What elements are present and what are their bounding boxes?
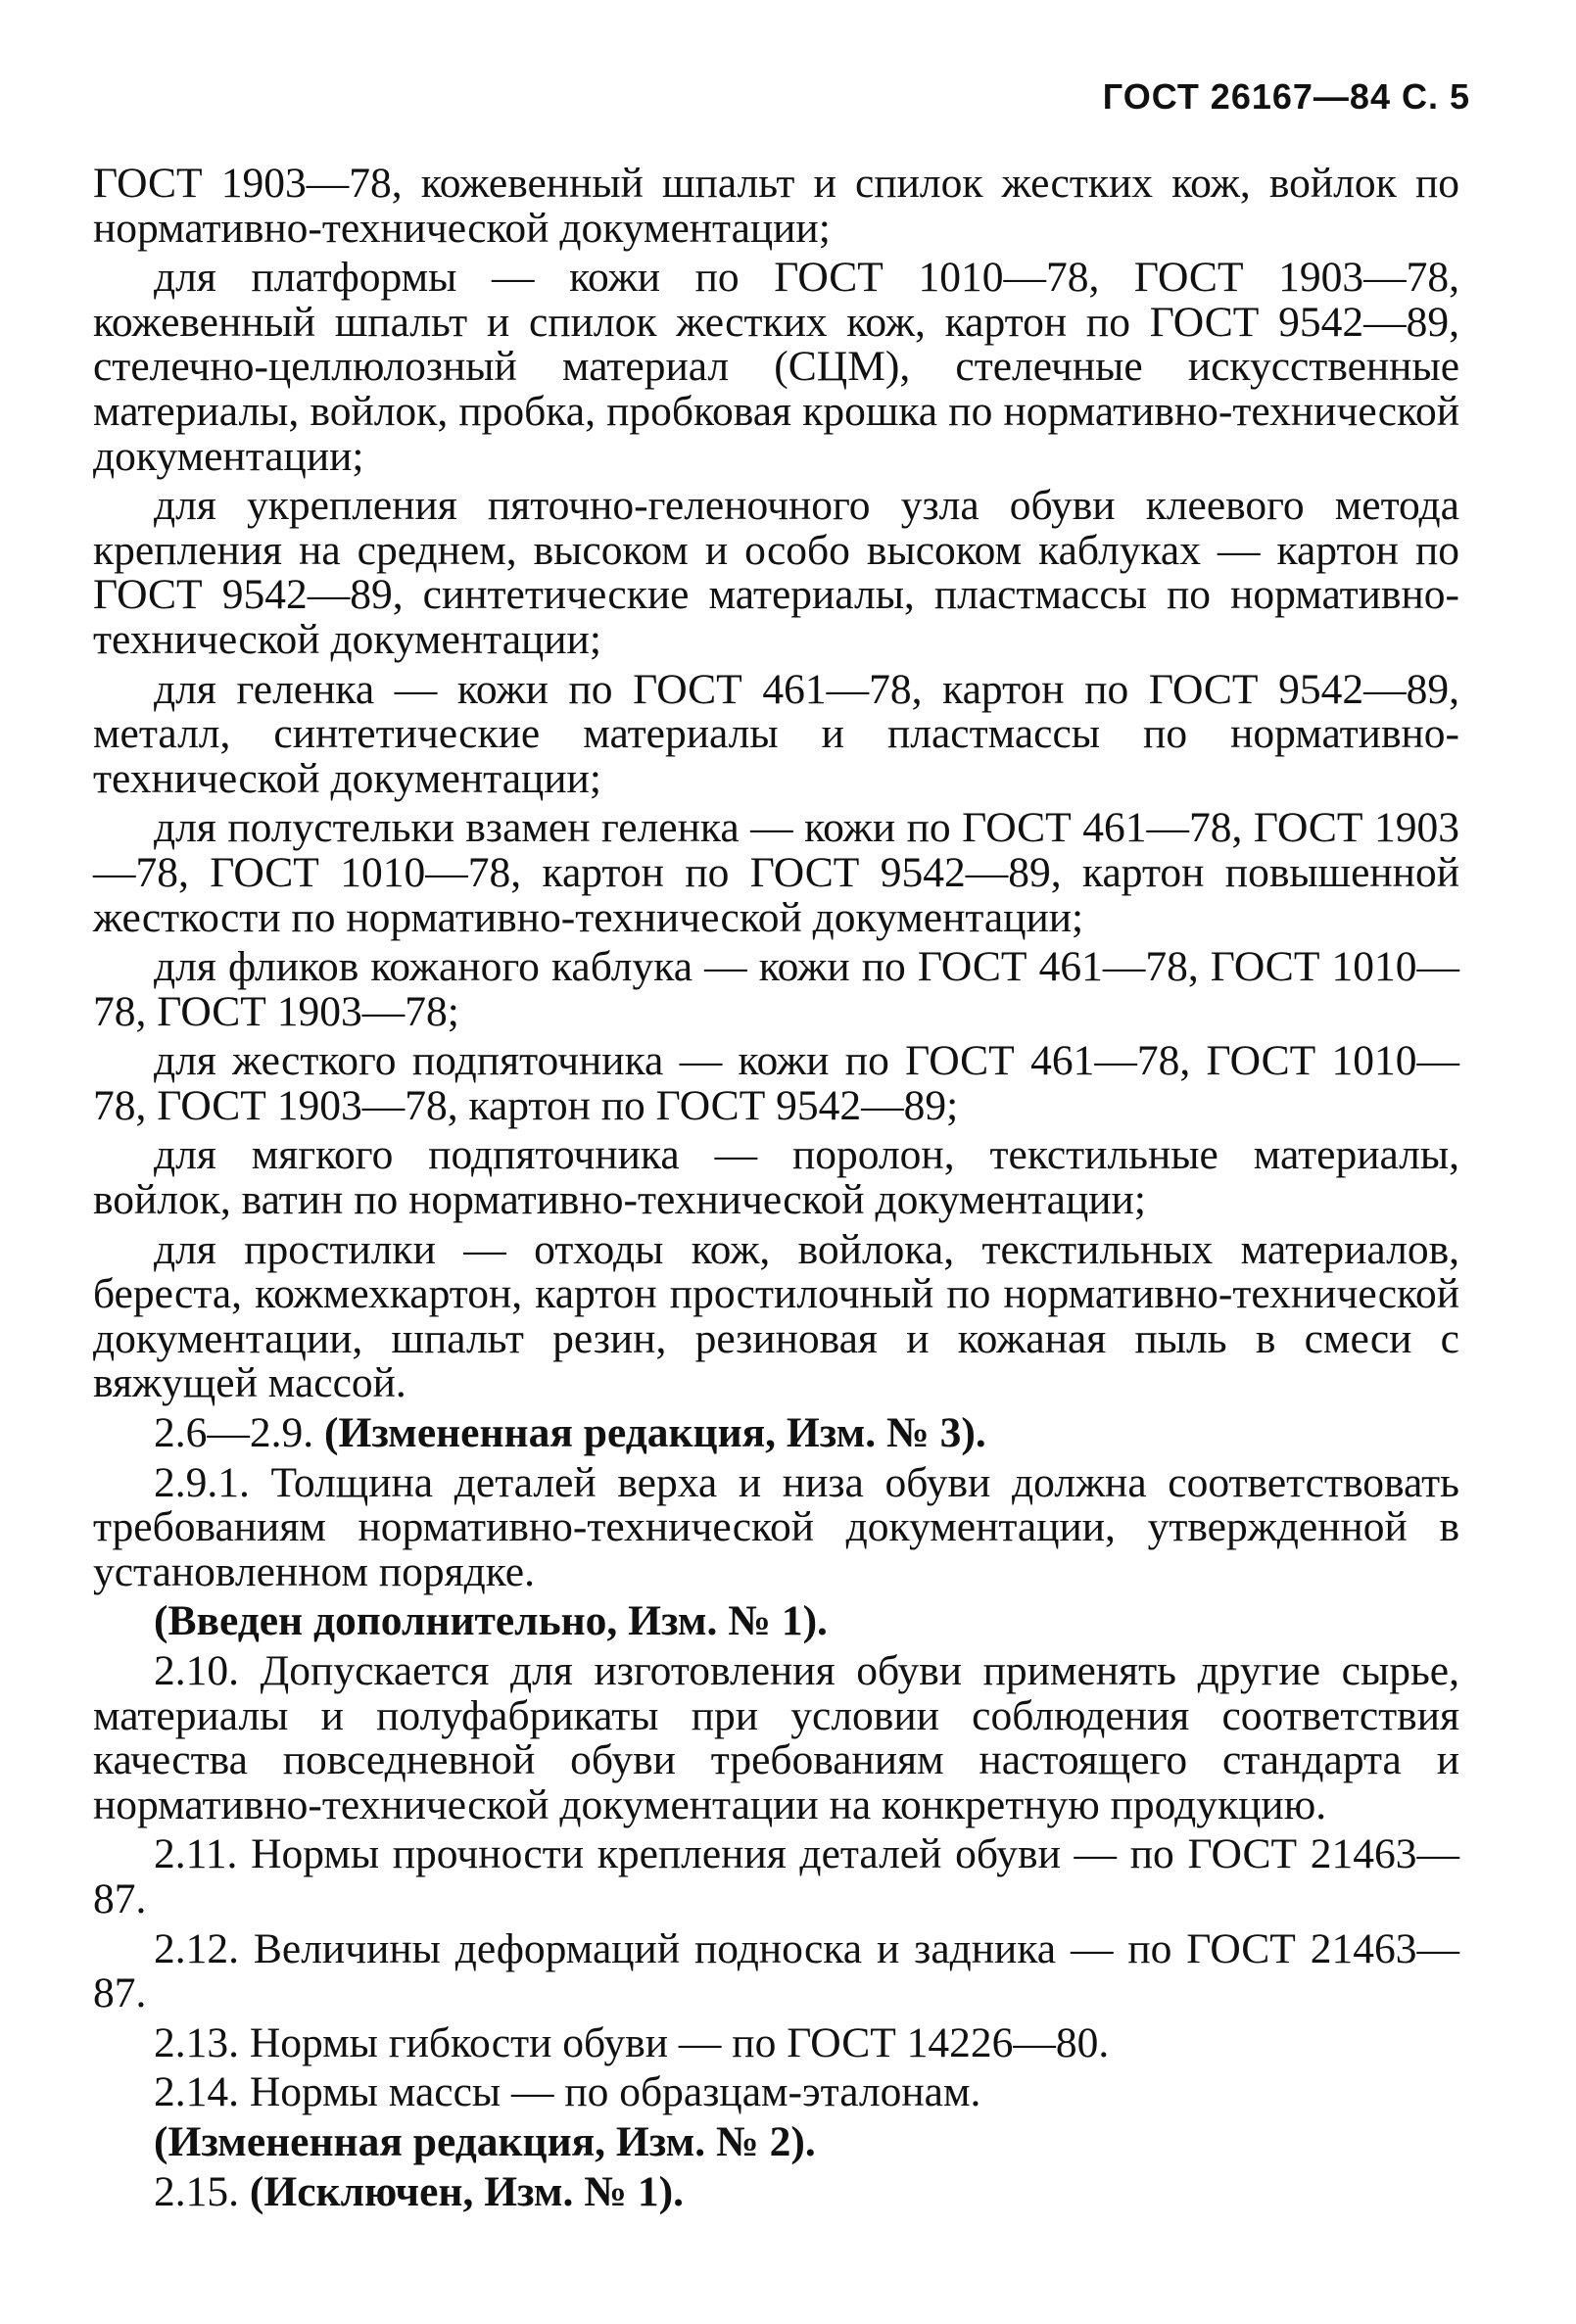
paragraph-platform: для платформы — кожи по ГОСТ 1010—78, ГОСТ 1903—78, кожевенный шпальт и спилок жестких кож, картон по ГОСТ 9542—89, стелечно-целлюлозный материал (СЦМ), стелечные искусственные материалы, войлок, пробка, пробковая крошка по нормативно-технической документации; — [93, 254, 1459, 480]
clause-number: 2.15. — [154, 2167, 250, 2215]
amendment-note: (Измененная редакция, Изм. № 3). — [324, 1409, 986, 1457]
paragraph-2-11: 2.11. Нормы прочности крепления деталей обуви — по ГОСТ 21463—87. — [93, 1830, 1459, 1922]
paragraph-shank: для геленка — кожи по ГОСТ 461—78, картон по ГОСТ 9542—89, металл, синтетические материалы и пластмассы по нормативно-технической документации; — [93, 665, 1459, 802]
paragraph-heel-reinforcement: для укрепления пяточно-геленочного узла обуви клеевого метода крепления на среднем, высоком и особо высоком каблуках — картон по ГОСТ 9542—89, синтетические материалы, пластмассы по нормативно-технической документации; — [93, 482, 1459, 663]
clause-number: 2.6—2.9. — [154, 1409, 324, 1457]
paragraph-rigid-counter: для жесткого подпяточника — кожи по ГОСТ 461—78, ГОСТ 1010—78, ГОСТ 1903—78, картон по ГОСТ 9542—89; — [93, 1037, 1459, 1129]
paragraph-2-6-2-9 — [93, 1411, 1459, 1456]
paragraph-heel-lifts: для фликов кожаного каблука — кожи по ГОСТ 461—78, ГОСТ 1010—78, ГОСТ 1903—78; — [93, 943, 1459, 1035]
paragraph-gost-1903: ГОСТ 1903—78, кожевенный шпальт и спилок жестких кож, войлок по нормативно-технической документации; — [93, 160, 1459, 252]
paragraph-2-13: 2.13. Нормы гибкости обуви — по ГОСТ 14226—80. — [154, 2018, 1110, 2066]
paragraph-2-9-1: 2.9.1. Толщина деталей верха и низа обуви должна соответствовать требованиям нормативно-технической документации, утвержденной в установленном порядке. — [93, 1458, 1459, 1595]
paragraph-2-10: 2.10. Допускается для изготовления обуви применять другие сырье, материалы и полуфабрикаты при условии соблюдения соответствия качества повседневной обуви требованиям настоящего стандарта и нормативно-технической документации на конкретную продукцию. — [93, 1647, 1459, 1828]
paragraph-soft-counter: для мягкого подпяточника — поролон, текстильные материалы, войлок, ватин по нормативно-технической документации; — [93, 1131, 1459, 1224]
paragraph-2-15 — [93, 2167, 1459, 2215]
paragraph-2-14: 2.14. Нормы массы — по образцам-эталонам. — [154, 2068, 981, 2116]
amendment-note-introduced: (Введен дополнительно, Изм. № 1). — [154, 1597, 828, 1645]
paragraph-filler: для простилки — отходы кож, войлока, текстильных материалов, береста, кожмехкартон, картон простилочный по нормативно-технической документации, шпальт резин, резиновая и кожаная пыль в смеси с вяжущей массой. — [93, 1225, 1459, 1407]
paragraph-half-insole: для полустельки взамен геленка — кожи по ГОСТ 461—78, ГОСТ 1903—78, ГОСТ 1010—78, картон по ГОСТ 9542—89, картон повышенной жесткости по нормативно-технической документации; — [93, 804, 1459, 941]
amendment-note-changed: (Измененная редакция, Изм. № 2). — [154, 2117, 816, 2165]
amendment-note: (Исключен, Изм. № 1). — [249, 2167, 684, 2215]
running-header: ГОСТ 26167—84 С. 5 — [1102, 76, 1470, 117]
document-body — [93, 162, 1459, 2219]
paragraph-2-12: 2.12. Величины деформаций подноска и задника — по ГОСТ 21463—87. — [93, 1924, 1459, 2017]
